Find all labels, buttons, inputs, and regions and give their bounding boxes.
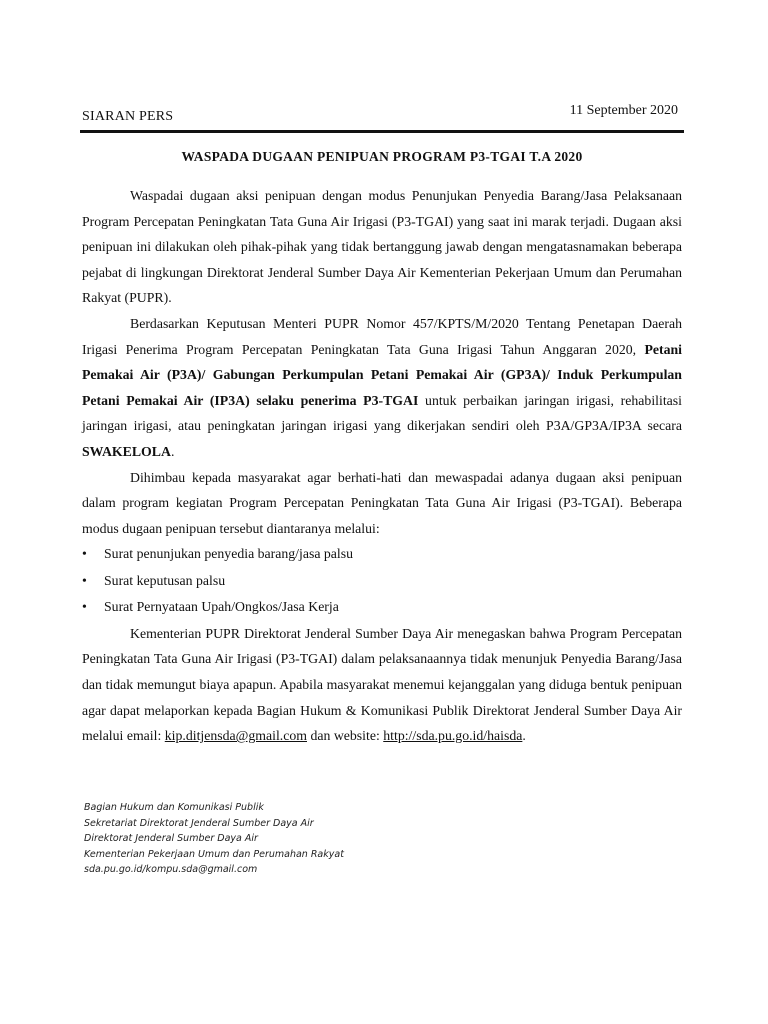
paragraph-warning: Dihimbau kepada masyarakat agar berhati-hati dan mewaspadai adanya dugaan aksi penipuan dalam program kegiatan Program Percepatan Peningkatan Tata Guna Air Irigasi (P3-TGAI). Beberapa modus dugaan penipuan tersebut diantaranya melalui:: [82, 469, 682, 536]
document-body: [82, 183, 682, 749]
release-date: 11 September 2020: [569, 103, 678, 118]
decree-text-1: Berdasarkan Keputusan Menteri PUPR Nomor 457/KPTS/M/2020 Tentang Penetapan Daerah Irigasi Penerima Program Percepatan Peningkatan Tata Guna Irigasi Tahun Anggaran 2020,: [82, 315, 682, 357]
document-title: WASPADA DUGAAN PENIPUAN PROGRAM P3-TGAI T.A 2020: [181, 149, 583, 164]
list-item: [82, 541, 682, 568]
paragraph-decree: [82, 311, 682, 465]
list-item-text: Surat keputusan palsu: [104, 572, 226, 588]
press-release-label: SIARAN PERS: [82, 109, 174, 124]
paragraph-contact: [82, 621, 682, 749]
decree-text-3: .: [170, 443, 175, 459]
list-item-text: Surat penunjukan penyedia barang/jasa palsu: [104, 546, 354, 562]
email-link[interactable]: kip.ditjensda@gmail.com: [164, 728, 307, 744]
footer-line-division: Bagian Hukum dan Komunikasi Publik: [84, 802, 264, 813]
contact-text: Kementerian PUPR Direktorat Jenderal Sumber Daya Air menegaskan bahwa Program Percepatan Peningkatan Tata Guna Air Irigasi (P3-TGAI) dalam pelaksanaannya tidak menunjuk Penyedia Barang/Jasa dan tidak memungut biaya apapun. Apabila masyarakat menemui kejanggalan yang diduga bentuk penipuan agar dapat melaporkan kepada Bagian Hukum & Komunikasi Publik Direktorat Jenderal Sumber Daya Air melalui email:: [82, 625, 682, 744]
footer-line-ministry: Kementerian Pekerjaan Umum dan Perumahan Rakyat: [84, 848, 344, 860]
document-footer: [84, 800, 484, 878]
bullet-icon: •: [82, 546, 87, 562]
decree-text-2: untuk perbaikan jaringan irigasi, rehabilitasi jaringan irigasi, atau peningkatan jaringan irigasi yang dikerjakan sendiri oleh P3A/GP3A/IP3A secara: [82, 392, 682, 434]
decree-swakelola: SWAKELOLA: [82, 443, 171, 459]
paragraph-intro: Waspadai dugaan aksi penipuan dengan modus Penunjukan Penyedia Barang/Jasa Pelaksanaan Program Percepatan Peningkatan Tata Guna Air Irigasi (P3-TGAI) yang saat ini marak terjadi. Dugaan aksi penipuan ini dilakukan oleh pihak-pihak yang tidak bertanggung jawab dengan mengatasnamakan beberapa pejabat di lingkungan Direktorat Jenderal Sumber Daya Air Kementerian Pekerjaan Umum dan Perumahan Rakyat (PUPR).: [82, 188, 682, 306]
bullet-icon: •: [82, 599, 87, 615]
contact-end-text: .: [522, 728, 526, 744]
footer-line-directorate: Direktorat Jenderal Sumber Daya Air: [84, 833, 258, 845]
decree-recipients: Petani Pemakai Air (P3A)/ Gabungan Perkumpulan Petani Pemakai Air (GP3A)/ Induk Perkumpulan Petani Pemakai Air (IP3A) selaku penerima P3-TGAI: [82, 341, 682, 408]
fraud-mode-list: [82, 541, 682, 621]
footer-line-contact: sda.pu.go.id/kompu.sda@gmail.com: [84, 864, 258, 876]
list-item: [82, 568, 682, 595]
list-item-text: Surat Pernyataan Upah/Ongkos/Jasa Kerja: [104, 599, 339, 615]
footer-line-secretariat: Sekretariat Direktorat Jenderal Sumber Daya Air: [84, 817, 314, 829]
contact-mid-text: dan website:: [307, 728, 384, 744]
bullet-icon: •: [82, 572, 87, 588]
website-link[interactable]: http://sda.pu.go.id/haisda: [383, 728, 523, 744]
document-header: [80, 100, 684, 133]
list-item: [82, 594, 682, 621]
